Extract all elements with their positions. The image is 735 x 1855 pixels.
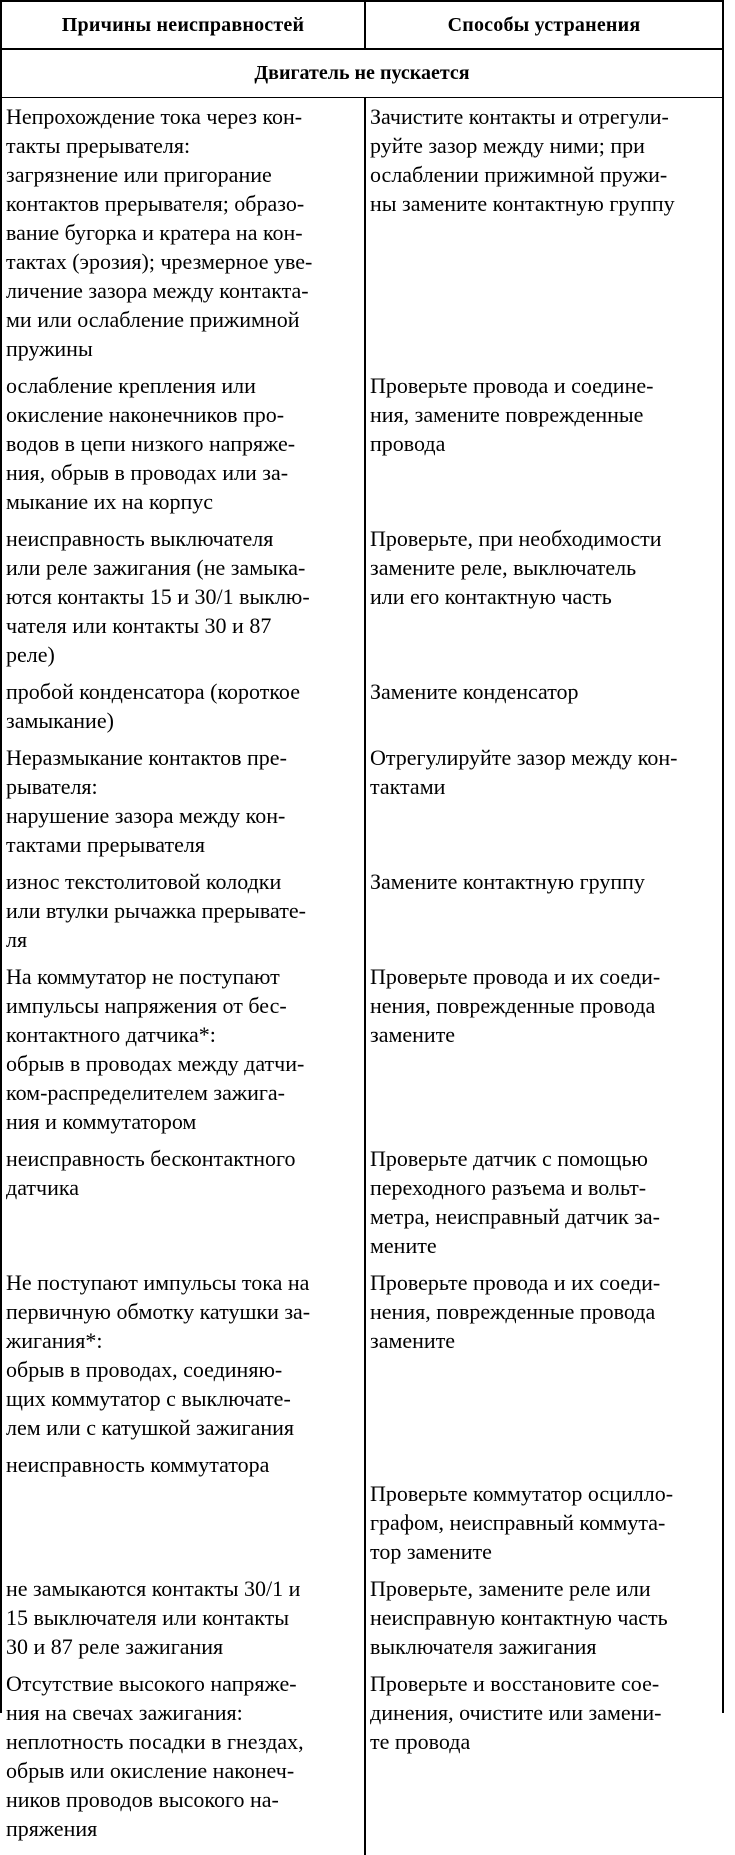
cause-line: тактами прерывателя <box>6 832 205 857</box>
cause-cell <box>2 673 366 739</box>
table-row <box>2 367 722 520</box>
cause-line: личение зазора между контакта- <box>6 278 309 303</box>
cause-line: ников проводов высокого на- <box>6 1787 279 1812</box>
table-filler <box>2 1847 722 1855</box>
table-row <box>2 1665 722 1847</box>
remedy-cell <box>366 1446 722 1570</box>
remedy-cell <box>366 520 722 673</box>
remedy-cell <box>366 1140 722 1264</box>
remedy-line: ны замените контактную группу <box>370 191 675 216</box>
remedy-line: Замените конденсатор <box>370 679 579 704</box>
cause-cell <box>2 1665 366 1847</box>
remedy-line: ния, замените поврежденные <box>370 402 644 427</box>
cause-line: окисление наконечников про- <box>6 402 285 427</box>
cause-line: неисправность выключателя <box>6 526 274 551</box>
remedy-cell <box>366 958 722 1140</box>
remedy-cell <box>366 1665 722 1847</box>
table-row <box>2 520 722 673</box>
cause-cell <box>2 1264 366 1446</box>
remedy-line: замените <box>370 1328 456 1353</box>
cause-line: ми или ослабление прижимной <box>6 307 300 332</box>
cause-line: импульсы напряжения от бес- <box>6 993 287 1018</box>
remedy-line: замените <box>370 1022 456 1047</box>
cause-cell <box>2 863 366 958</box>
remedy-cell <box>366 863 722 958</box>
remedy-cell <box>366 98 722 367</box>
cause-cell <box>2 1140 366 1264</box>
cause-line: или реле зажигания (не замыка- <box>6 555 306 580</box>
cause-cell <box>2 739 366 863</box>
cause-cell <box>2 520 366 673</box>
remedy-line: провода <box>370 431 446 456</box>
table-row <box>2 863 722 958</box>
remedy-line: неисправную контактную часть <box>370 1605 668 1630</box>
cause-line: рывателя: <box>6 774 98 799</box>
remedy-line: Проверьте провода и их соеди- <box>370 964 661 989</box>
cause-line: не замыкаются контакты 30/1 и <box>6 1576 301 1601</box>
remedy-line: или его контактную часть <box>370 584 612 609</box>
remedy-line: переходного разъема и вольт- <box>370 1175 647 1200</box>
cause-cell <box>2 98 366 367</box>
cause-line: ослабление крепления или <box>6 373 256 398</box>
cause-line: ния и коммутатором <box>6 1109 197 1134</box>
cause-line: пружины <box>6 336 93 361</box>
cause-line: щих коммутатор с выключате- <box>6 1386 291 1411</box>
cause-line: неисправность коммутатора <box>6 1452 270 1477</box>
cause-line: ком-распределителем зажига- <box>6 1080 285 1105</box>
cause-line: вание бугорка и кратера на кон- <box>6 220 303 245</box>
cause-line: обрыв в проводах, соединяю- <box>6 1357 283 1382</box>
table-row <box>2 673 722 739</box>
remedy-cell <box>366 367 722 520</box>
cause-line: неплотность посадки в гнездах, <box>6 1729 304 1754</box>
cause-line: контактов прерывателя; образо- <box>6 191 305 216</box>
table-row <box>2 1570 722 1665</box>
cause-line: или втулки рычажка прерывате- <box>6 898 306 923</box>
cause-line: тактах (эрозия); чрезмерное уве- <box>6 249 313 274</box>
cause-line: пряжения <box>6 1816 98 1841</box>
cause-line: Неразмыкание контактов пре- <box>6 745 287 770</box>
remedy-line: динения, очистите или замени- <box>370 1700 662 1725</box>
cause-cell <box>2 367 366 520</box>
cause-line: ля <box>6 927 28 952</box>
cause-line: износ текстолитовой колодки <box>6 869 282 894</box>
cause-line: мыкание их на корпус <box>6 489 214 514</box>
cause-line: 15 выключателя или контакты <box>6 1605 289 1630</box>
table-row <box>2 98 722 367</box>
remedy-line <box>370 1450 719 1479</box>
remedy-cell <box>366 673 722 739</box>
filler-left <box>2 1847 366 1855</box>
cause-line: обрыв или окисление наконеч- <box>6 1758 295 1783</box>
cause-line: контактного датчика*: <box>6 1022 216 1047</box>
table-row <box>2 1264 722 1446</box>
remedy-cell <box>366 1570 722 1665</box>
cause-line: замыкание) <box>6 708 114 733</box>
cause-line: обрыв в проводах между датчи- <box>6 1051 305 1076</box>
table-body <box>2 98 722 1841</box>
cause-line: такты прерывателя: <box>6 133 191 158</box>
cause-cell <box>2 958 366 1140</box>
remedy-line: ослаблении прижимной пружи- <box>370 162 668 187</box>
cause-line: ния на свечах зажигания: <box>6 1700 243 1725</box>
remedy-cell <box>366 739 722 863</box>
cause-line: чателя или контакты 30 и 87 <box>6 613 272 638</box>
cause-line: загрязнение или пригорание <box>6 162 272 187</box>
filler-right <box>366 1847 722 1855</box>
cause-line: неисправность бесконтактного <box>6 1146 296 1171</box>
remedy-line: Проверьте датчик с помощью <box>370 1146 648 1171</box>
cause-cell <box>2 1446 366 1570</box>
cause-line: первичную обмотку катушки за- <box>6 1299 311 1324</box>
remedy-line: Проверьте и восстановите сое- <box>370 1671 660 1696</box>
remedy-line: графом, неисправный коммута- <box>370 1510 666 1535</box>
section-title: Двигатель не пускается <box>2 50 722 98</box>
cause-line: жигания*: <box>6 1328 103 1353</box>
remedy-line: нения, поврежденные провода <box>370 993 656 1018</box>
cause-line: 30 и 87 реле зажигания <box>6 1634 224 1659</box>
table-header <box>2 2 722 50</box>
cause-line: Непрохождение тока через кон- <box>6 104 303 129</box>
remedy-line: тор замените <box>370 1539 492 1564</box>
cause-line: лем или с катушкой зажигания <box>6 1415 294 1440</box>
remedy-line: Проверьте, при необходимости <box>370 526 662 551</box>
cause-line: водов в цепи низкого напряже- <box>6 431 296 456</box>
remedy-line: Отрегулируйте зазор между кон- <box>370 745 678 770</box>
remedy-line: нения, поврежденные провода <box>370 1299 656 1324</box>
table-row <box>2 1140 722 1264</box>
cause-line: На коммутатор не поступают <box>6 964 280 989</box>
table-row <box>2 958 722 1140</box>
remedy-line: те провода <box>370 1729 471 1754</box>
remedy-line: замените реле, выключатель <box>370 555 637 580</box>
header-causes: Причины неисправностей <box>2 2 366 48</box>
table-row <box>2 1446 722 1570</box>
cause-cell <box>2 1570 366 1665</box>
cause-line: ния, обрыв в проводах или за- <box>6 460 289 485</box>
cause-line: Не поступают импульсы тока на <box>6 1270 310 1295</box>
remedy-line: Проверьте коммутатор осцилло- <box>370 1481 674 1506</box>
cause-line: Отсутствие высокого напряже- <box>6 1671 297 1696</box>
cause-line: нарушение зазора между кон- <box>6 803 286 828</box>
table-row <box>2 739 722 863</box>
remedy-line: тактами <box>370 774 446 799</box>
remedy-line: Проверьте провода и соедине- <box>370 373 654 398</box>
remedy-line: мените <box>370 1233 437 1258</box>
remedy-line: руйте зазор между ними; при <box>370 133 645 158</box>
cause-line: ются контакты 15 и 30/1 выклю- <box>6 584 310 609</box>
cause-line: пробой конденсатора (короткое <box>6 679 300 704</box>
cause-line: датчика <box>6 1175 79 1200</box>
cause-line: реле) <box>6 642 55 667</box>
remedy-line: метра, неисправный датчик за- <box>370 1204 660 1229</box>
remedy-line: Зачистите контакты и отрегули- <box>370 104 669 129</box>
remedy-line: выключателя зажигания <box>370 1634 597 1659</box>
header-remedies: Способы устранения <box>447 13 641 36</box>
remedy-cell <box>366 1264 722 1446</box>
remedy-line: Проверьте провода и их соеди- <box>370 1270 661 1295</box>
remedy-line: Замените контактную группу <box>370 869 645 894</box>
remedy-line: Проверьте, замените реле или <box>370 1576 651 1601</box>
